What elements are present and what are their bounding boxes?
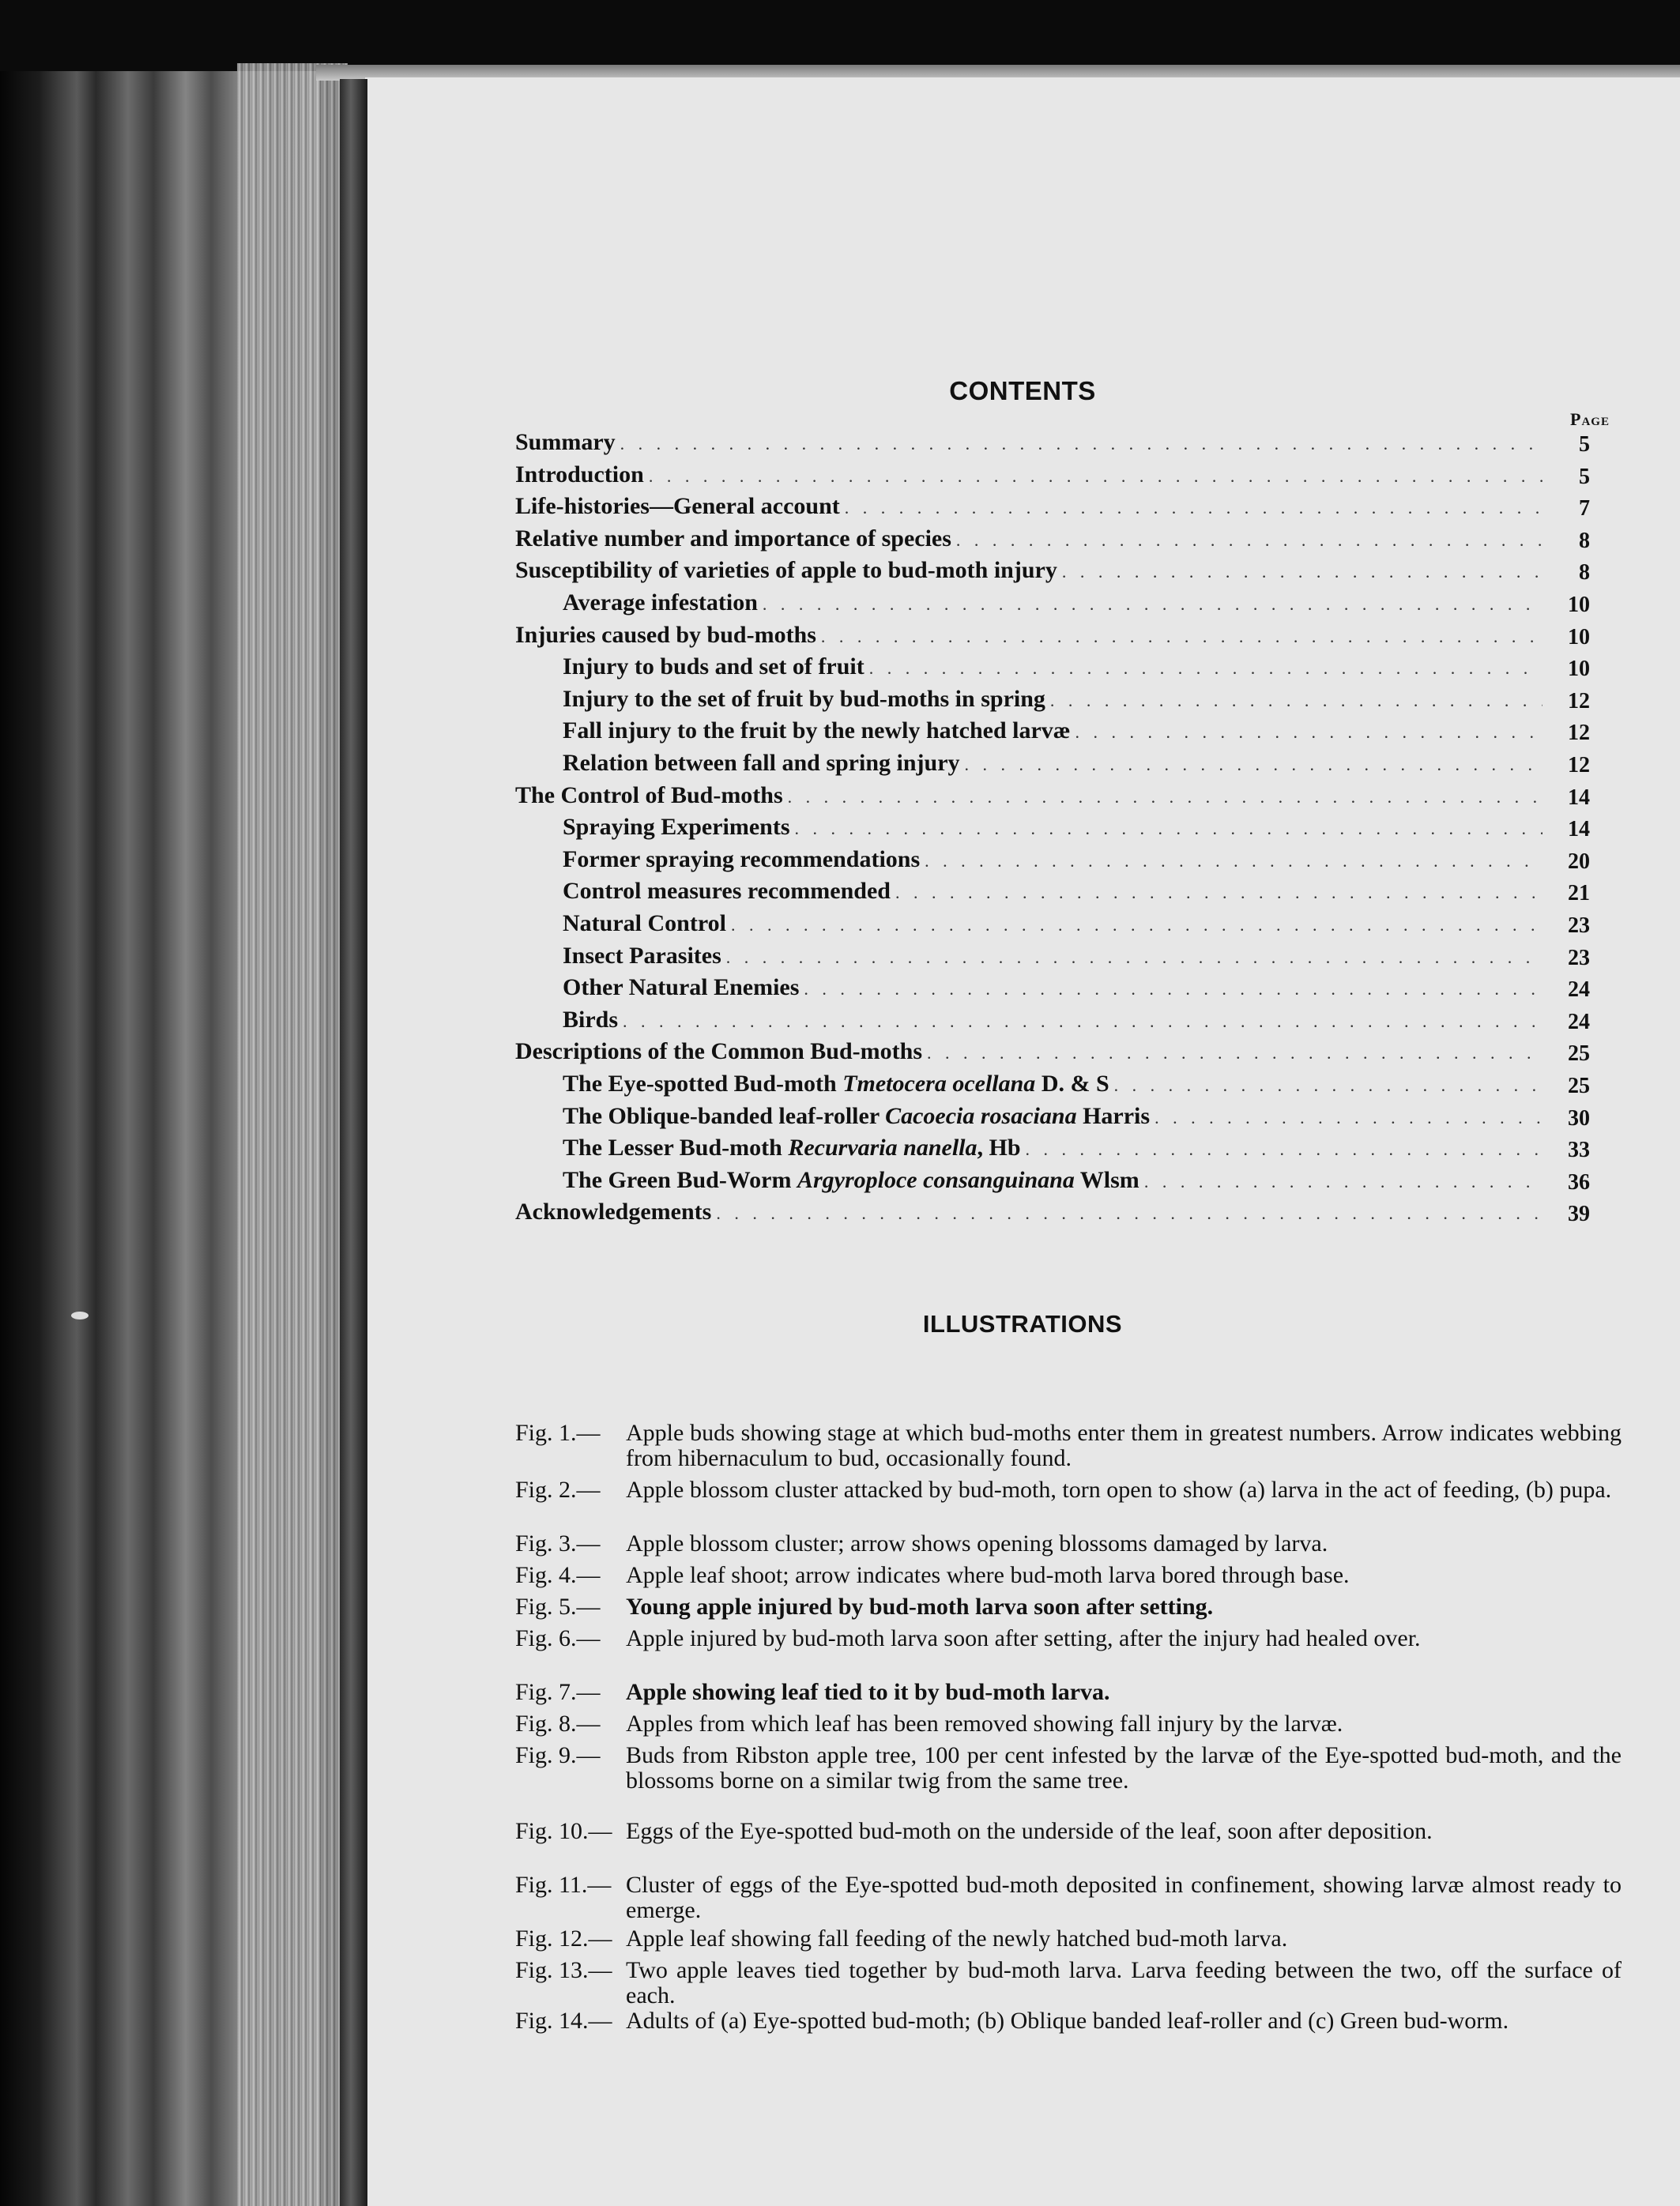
toc-entry [515, 1199, 1543, 1230]
toc-entry [515, 429, 1543, 461]
toc-leader-dots [804, 979, 1543, 999]
toc-leader-dots [1026, 1139, 1543, 1160]
toc-entry-author: D. & S [1035, 1071, 1109, 1097]
toc-entry-label: Summary [515, 429, 616, 455]
toc-entry-label: Average infestation [563, 589, 758, 615]
figure-caption [515, 1594, 1622, 1620]
toc-entry-label: Birds [563, 1006, 619, 1033]
toc-entry-page: 33 [1568, 1138, 1590, 1163]
toc-leader-dots [1155, 1108, 1543, 1128]
toc-entry [563, 846, 1543, 878]
toc-entry-page: 25 [1568, 1074, 1590, 1098]
toc-entry-page: 10 [1568, 593, 1590, 617]
toc-entry-label: The Eye-spotted Bud-moth [563, 1071, 843, 1097]
toc-leader-dots [731, 915, 1543, 935]
figure-caption-text: Cluster of eggs of the Eye-spotted bud-moth deposited in confinement, showing larvæ almost ready to emerge. [626, 1872, 1622, 1923]
toc-entry [563, 910, 1543, 942]
figure-caption-text: Apple injured by bud-moth larva soon after setting, after the injury had healed over. [626, 1625, 1421, 1651]
toc-entry [563, 974, 1543, 1006]
contents-heading: CONTENTS [949, 376, 1096, 405]
toc-entry-label: Spraying Experiments [563, 814, 790, 841]
toc-entry [563, 1135, 1543, 1166]
toc-entry [515, 782, 1543, 814]
figure-number: Fig. 9.— [515, 1742, 601, 1768]
figure-caption [515, 1478, 1622, 1503]
toc-entry-label: Acknowledgements [515, 1199, 712, 1225]
toc-entry-latin-name: Tmetocera ocellana [842, 1071, 1036, 1097]
toc-entry-author: Wlsm [1074, 1166, 1139, 1193]
toc-entry-label: Introduction [515, 461, 644, 488]
toc-leader-dots [623, 1011, 1543, 1032]
figure-caption [515, 1819, 1622, 1844]
toc-entry-label: Injuries caused by bud-moths [515, 621, 816, 648]
toc-entry-label: Other Natural Enemies [563, 974, 800, 1001]
toc-entry-label: Natural Control [563, 910, 726, 936]
page-gutter-shadow [340, 79, 367, 2206]
toc-leader-dots [716, 1203, 1543, 1224]
figure-number: Fig. 5.— [515, 1594, 601, 1620]
toc-entry-page: 5 [1579, 464, 1590, 489]
toc-entry-label: The Lesser Bud-moth [563, 1135, 789, 1161]
figure-number: Fig. 4.— [515, 1562, 601, 1588]
toc-entry [563, 1103, 1543, 1135]
toc-entry [563, 1007, 1543, 1038]
toc-entry-label: The Oblique-banded leaf-roller [563, 1102, 886, 1129]
figure-caption [515, 1626, 1622, 1651]
toc-entry-page: 14 [1568, 817, 1590, 842]
toc-leader-dots [1075, 722, 1543, 743]
toc-entry-label: Control measures recommended [563, 878, 891, 905]
toc-leader-dots [795, 819, 1543, 839]
toc-entry-page: 23 [1568, 913, 1590, 938]
figure-caption-text: Apples from which leaf has been removed showing fall injury by the larvæ. [626, 1711, 1343, 1737]
figure-caption-text: Two apple leaves tied together by bud-moth larva. Larva feeding between the two, off the surface of each. [626, 1957, 1622, 2008]
toc-entry [515, 493, 1543, 525]
toc-leader-dots [925, 851, 1543, 871]
toc-entry-label: Relative number and importance of species [515, 525, 951, 552]
toc-entry-label: Injury to the set of fruit by bud-moths in spring [563, 685, 1045, 712]
toc-entry-page: 8 [1579, 560, 1590, 585]
toc-leader-dots [620, 434, 1543, 454]
figure-number: Fig. 7.— [515, 1679, 601, 1705]
figure-caption [515, 1711, 1622, 1737]
toc-entry [563, 814, 1543, 845]
figure-number: Fig. 1.— [515, 1420, 601, 1446]
toc-entry-page: 20 [1568, 849, 1590, 874]
figure-caption [515, 1958, 1622, 2008]
toc-entry [515, 622, 1543, 653]
toc-entry-page: 21 [1568, 881, 1590, 906]
smudge-mark [71, 1312, 89, 1319]
toc-entry-page: 36 [1568, 1169, 1590, 1195]
toc-entry-label: The Green Bud-Worm [563, 1166, 797, 1193]
toc-entry-page: 8 [1579, 528, 1590, 553]
toc-entry [515, 461, 1543, 493]
toc-entry-page: 14 [1568, 785, 1590, 810]
figure-caption-text: Apple showing leaf tied to it by bud-moth larva. [626, 1679, 1110, 1705]
toc-entry [563, 653, 1543, 685]
toc-entry-page: 10 [1568, 657, 1590, 682]
illustrations-heading: ILLUSTRATIONS [922, 1310, 1123, 1338]
figure-caption [515, 1926, 1622, 1952]
toc-leader-dots [821, 627, 1543, 647]
toc-entry-page: 10 [1568, 624, 1590, 649]
toc-entry [515, 1038, 1543, 1070]
toc-entry-page: 23 [1568, 945, 1590, 970]
figure-caption-text: Eggs of the Eye-spotted bud-moth on the underside of the leaf, soon after deposition. [626, 1818, 1433, 1844]
toc-leader-dots [726, 947, 1543, 968]
toc-leader-dots [1050, 691, 1543, 711]
toc-entry [563, 1071, 1543, 1102]
toc-entry-latin-name: Argyroploce consanguinana [797, 1166, 1075, 1193]
figure-caption-text: Adults of (a) Eye-spotted bud-moth; (b) Oblique banded leaf-roller and (c) Green bud-worm. [626, 2008, 1509, 2034]
figure-number: Fig. 8.— [515, 1711, 601, 1737]
page-column-label: Page [1570, 409, 1610, 429]
figure-number: Fig. 12.— [515, 1926, 612, 1952]
figure-caption [515, 1743, 1622, 1794]
toc-leader-dots [927, 1043, 1543, 1063]
figure-caption-text: Apple blossom cluster; arrow shows opening blossoms damaged by larva. [626, 1530, 1328, 1557]
toc-entry-page: 25 [1568, 1041, 1590, 1067]
toc-entry-page: 7 [1579, 496, 1590, 521]
toc-entry-page: 39 [1568, 1202, 1590, 1227]
figure-caption-text: Apple blossom cluster attacked by bud-moth, torn open to show (a) larva in the act of feeding, (b) pupa. [626, 1477, 1612, 1503]
figure-number: Fig. 3.— [515, 1530, 601, 1557]
figure-number: Fig. 14.— [515, 2008, 612, 2034]
toc-leader-dots [869, 658, 1543, 679]
toc-leader-dots [956, 530, 1543, 551]
toc-entry [563, 943, 1543, 974]
toc-entry-author: , Hb [977, 1135, 1021, 1161]
toc-leader-dots [845, 498, 1543, 518]
toc-entry-author: Harris [1076, 1102, 1151, 1129]
toc-entry-page: 12 [1568, 753, 1590, 777]
toc-entry-label: Injury to buds and set of fruit [563, 653, 864, 680]
toc-entry-page: 12 [1568, 721, 1590, 746]
figure-caption [515, 1873, 1622, 1923]
toc-entry [563, 1167, 1543, 1199]
figure-caption [515, 1680, 1622, 1705]
toc-entry [563, 717, 1543, 749]
toc-leader-dots [1062, 562, 1543, 582]
toc-entry-page: 24 [1568, 1009, 1590, 1034]
figure-caption-text: Apple leaf showing fall feeding of the newly hatched bud-moth larva. [626, 1926, 1288, 1952]
figure-caption-text: Young apple injured by bud-moth larva soon after setting. [626, 1594, 1214, 1620]
toc-entry-label: Life-histories—General account [515, 493, 840, 520]
figure-number: Fig. 13.— [515, 1957, 612, 1983]
toc-entry-label: The Control of Bud-moths [515, 781, 783, 808]
toc-entry [515, 525, 1543, 557]
toc-entry-page: 30 [1568, 1105, 1590, 1131]
figure-caption-text: Apple leaf shoot; arrow indicates where bud-moth larva bored through base. [626, 1562, 1350, 1588]
toc-leader-dots [965, 755, 1543, 775]
toc-entry [563, 589, 1543, 621]
book-page [365, 77, 1680, 2206]
figure-number: Fig. 11.— [515, 1872, 612, 1898]
toc-entry-label: Former spraying recommendations [563, 845, 921, 872]
toc-entry [563, 878, 1543, 909]
figure-caption-text: Apple buds showing stage at which bud-moths enter them in greatest numbers. Arrow indicates webbing from hibernaculum to bud, occasionally found. [626, 1420, 1622, 1471]
toc-entry-page: 24 [1568, 977, 1590, 1003]
toc-entry-page: 12 [1568, 688, 1590, 713]
figure-caption [515, 1563, 1622, 1588]
toc-entry-page: 5 [1579, 432, 1590, 457]
figure-caption-text: Buds from Ribston apple tree, 100 per cent infested by the larvæ of the Eye-spotted bud-moth, and the blossoms borne on a similar twig from the same tree. [626, 1742, 1622, 1794]
figure-caption [515, 1531, 1622, 1557]
toc-entry-label: Fall injury to the fruit by the newly hatched larvæ [563, 717, 1071, 744]
toc-entry-label: Insect Parasites [563, 942, 721, 969]
figure-number: Fig. 10.— [515, 1818, 612, 1844]
figure-number: Fig. 2.— [515, 1477, 601, 1503]
toc-entry [563, 686, 1543, 717]
page-stack [237, 63, 348, 2206]
toc-entry-label: Susceptibility of varieties of apple to bud-moth injury [515, 557, 1057, 584]
toc-entry-label: Descriptions of the Common Bud-moths [515, 1038, 923, 1065]
toc-leader-dots [1114, 1075, 1543, 1096]
toc-leader-dots [788, 787, 1543, 807]
figure-caption [515, 2008, 1622, 2034]
toc-leader-dots [649, 466, 1543, 487]
toc-entry-label: Relation between fall and spring injury [563, 750, 960, 776]
toc-entry [515, 557, 1543, 589]
figure-number: Fig. 6.— [515, 1625, 601, 1651]
toc-entry-latin-name: Cacoecia rosaciana [885, 1102, 1077, 1129]
toc-leader-dots [763, 594, 1543, 615]
toc-entry [563, 750, 1543, 781]
toc-leader-dots [895, 883, 1543, 903]
toc-entry-latin-name: Recurvaria nanella [788, 1135, 977, 1161]
toc-leader-dots [1144, 1172, 1543, 1192]
figure-caption [515, 1421, 1622, 1471]
